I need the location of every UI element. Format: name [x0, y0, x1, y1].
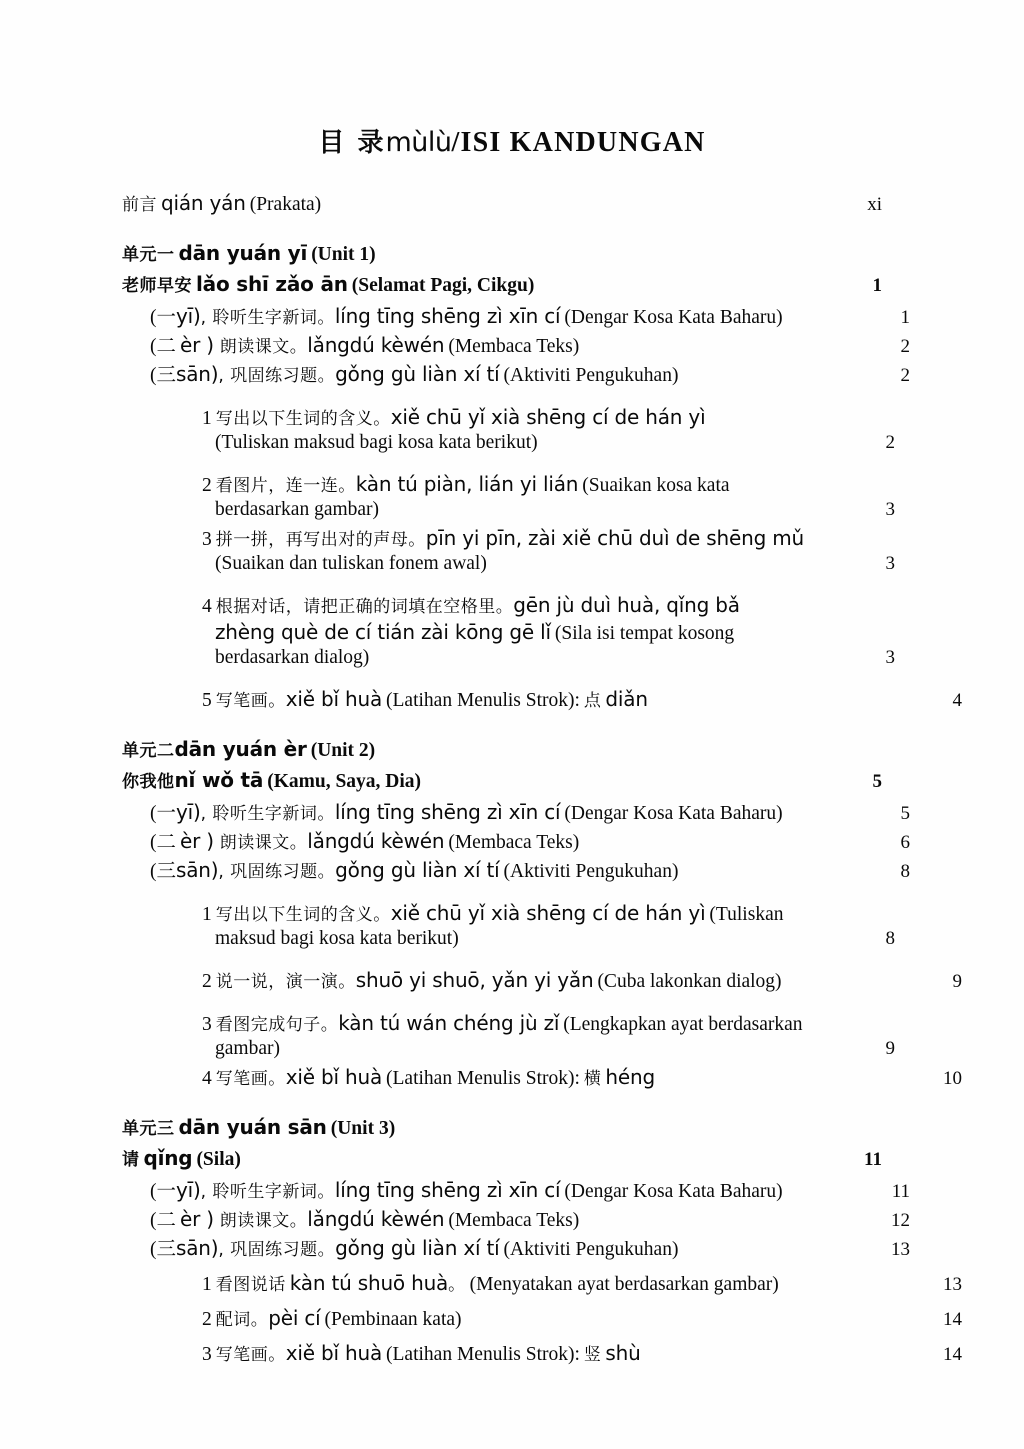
toc-subentry[interactable]: [122, 301, 910, 329]
roman-marker-open: (一: [150, 307, 176, 328]
stroke-pinyin: diǎn: [605, 687, 648, 711]
toc-activity-item[interactable]: [122, 1010, 895, 1060]
unit-heading-text: [122, 240, 832, 266]
item-pinyin: shuō yi shuō, yǎn yi yǎn: [355, 968, 594, 992]
item-hanzi: 写出以下生词的含义。: [215, 905, 391, 925]
page-number: 6: [900, 832, 910, 853]
activity-text-cont: [215, 620, 845, 645]
page-number: 2: [885, 432, 895, 453]
unit-label: (Unit 1): [311, 244, 376, 265]
toc-subentry-text: [150, 1175, 860, 1203]
entry-translation: (Prakata): [249, 194, 322, 215]
entry-hanzi: 前言: [122, 195, 157, 215]
page-number: 1: [872, 275, 882, 296]
roman-marker-pinyin: yī): [176, 800, 201, 824]
subentry-translation: (Aktiviti Pengukuhan): [503, 365, 679, 386]
activity-line-cont: [202, 647, 895, 669]
toc-subentry-text: [150, 797, 860, 825]
lesson-heading-2[interactable]: [122, 767, 882, 793]
item-pinyin: pèi cí: [268, 1306, 321, 1330]
toc-subentry-text: [150, 330, 860, 358]
entry-pinyin: qián yán: [161, 191, 246, 215]
toc-activity-item[interactable]: [122, 967, 962, 993]
item-number: 4: [202, 1068, 212, 1089]
subentry-pinyin: lǎngdú kèwén: [307, 333, 445, 357]
item-hanzi: 看图说话: [215, 1275, 286, 1295]
title-pinyin: mùlù: [385, 127, 452, 158]
item-number: 3: [202, 1014, 212, 1035]
subentry-pinyin: líng tīng shēng zì xīn cí: [334, 1178, 561, 1202]
item-translation: (Pembinaan kata): [324, 1309, 462, 1330]
toc-subentry-text: [150, 301, 860, 329]
item-translation: (Latihan Menulis Strok):: [386, 1344, 580, 1365]
subentry-hanzi: , 巩固练习题。: [218, 862, 336, 882]
page-number: 5: [900, 803, 910, 824]
item-number: 1: [202, 408, 212, 429]
item-number: 4: [202, 596, 212, 617]
page-number: xi: [867, 194, 882, 215]
subentry-hanzi: 朗读课文。: [213, 337, 308, 357]
page-number: 14: [943, 1309, 962, 1330]
roman-marker-pinyin: sān): [176, 1236, 219, 1260]
subentry-hanzi: 朗读课文。: [213, 1211, 308, 1231]
item-number: 3: [202, 529, 212, 550]
item-number: 2: [202, 475, 212, 496]
activity-line: [202, 592, 882, 618]
item-pinyin: xiě chū yǐ xià shēng cí de hán yì: [390, 901, 706, 925]
activity-text: [202, 592, 832, 618]
toc-subentry[interactable]: [122, 1204, 910, 1232]
unit-hanzi: 单元二: [122, 741, 175, 761]
toc-subentry[interactable]: [122, 1175, 910, 1203]
item-hanzi: 看图完成句子。: [215, 1015, 339, 1035]
subentry-pinyin: líng tīng shēng zì xīn cí: [334, 800, 561, 824]
item-translation: (Latihan Menulis Strok):: [386, 1068, 580, 1089]
lesson-hanzi: 你我他: [122, 772, 175, 792]
subentry-translation: (Membaca Teks): [448, 336, 580, 357]
toc-subentry-text: [150, 1233, 860, 1261]
toc-activity-item[interactable]: [122, 1340, 962, 1366]
item-hanzi: 写笔画。: [215, 1069, 286, 1089]
item-hanzi: 根据对话，请把正确的词填在空格里。: [215, 597, 514, 617]
toc-subentry[interactable]: [122, 359, 910, 387]
unit-heading-text: [122, 1114, 832, 1140]
page-number: 11: [891, 1181, 910, 1202]
unit-pinyin: dān yuán sān: [178, 1115, 327, 1139]
subentry-hanzi: 朗读课文。: [213, 833, 308, 853]
activity-translation: (Suaikan dan tuliskan fonem awal): [215, 553, 487, 574]
toc-activity-item[interactable]: [122, 1270, 962, 1296]
item-number: 3: [202, 1344, 212, 1365]
toc-subentry-text: [150, 855, 860, 883]
toc-entry-prakata[interactable]: [122, 190, 882, 216]
roman-marker-open: (三: [150, 1239, 176, 1260]
lesson-hanzi: 老师早安: [122, 276, 192, 296]
unit-label: (Unit 2): [310, 740, 376, 761]
page-number: 13: [943, 1274, 962, 1295]
subentry-pinyin: gǒng gù liàn xí tí: [335, 858, 500, 882]
page-number: 8: [900, 861, 910, 882]
page-number: 10: [943, 1068, 962, 1089]
subentry-pinyin: lǎngdú kèwén: [307, 829, 445, 853]
roman-marker-pinyin: sān): [176, 362, 219, 386]
page-number: 3: [885, 499, 895, 520]
toc-subentry[interactable]: [122, 1233, 910, 1261]
toc-activity-item[interactable]: [122, 471, 895, 521]
page-number: 11: [864, 1149, 882, 1170]
toc-subentry[interactable]: [122, 330, 910, 358]
subentry-pinyin: gǒng gù liàn xí tí: [335, 1236, 500, 1260]
title-roman: ISI KANDUNGAN: [460, 127, 706, 158]
roman-marker-pinyin: yī): [176, 304, 201, 328]
lesson-translation: (Sila): [196, 1149, 241, 1170]
unit-hanzi: 单元三: [122, 1119, 175, 1139]
item-pinyin: kàn tú wán chéng jù zǐ: [338, 1011, 560, 1035]
activity-text: [202, 1010, 832, 1036]
page-number: 2: [900, 336, 910, 357]
unit-heading-text: [122, 736, 832, 762]
item-hanzi: 写笔画。: [215, 691, 286, 711]
page-number: 3: [885, 553, 895, 574]
roman-marker-open: (一: [150, 1181, 176, 1202]
subentry-translation: (Aktiviti Pengukuhan): [503, 1239, 679, 1260]
subentry-pinyin: gǒng gù liàn xí tí: [335, 362, 500, 386]
roman-marker-pinyin: èr ): [180, 829, 214, 853]
activity-translation: berdasarkan dialog): [215, 647, 370, 668]
page-number: 2: [900, 365, 910, 386]
page-number: 12: [891, 1210, 910, 1231]
roman-marker-open: (一: [150, 803, 176, 824]
activity-translation: berdasarkan gambar): [215, 499, 380, 520]
activity-text: [202, 404, 832, 430]
page-number: 4: [952, 690, 962, 711]
page-number: 13: [891, 1239, 910, 1260]
roman-marker-open: (二: [150, 1210, 176, 1231]
activity-text: [202, 1064, 912, 1090]
unit-heading-2[interactable]: [122, 736, 882, 762]
subentry-translation: (Aktiviti Pengukuhan): [503, 861, 679, 882]
toc-activity-item[interactable]: [122, 686, 962, 712]
item-number: 1: [202, 1274, 212, 1295]
lesson-heading-3[interactable]: [122, 1145, 882, 1171]
lesson-heading-text: [122, 271, 832, 297]
lesson-heading-text: [122, 767, 832, 793]
toc-subentry[interactable]: [122, 797, 910, 825]
item-hanzi: 说一说，演一演。: [215, 972, 356, 992]
activity-translation: gambar): [215, 1038, 280, 1059]
unit-label: (Unit 3): [330, 1118, 396, 1139]
page-number: 1: [900, 307, 910, 328]
page-number: 9: [885, 1038, 895, 1059]
stroke-hanzi: 点: [583, 691, 602, 711]
activity-line-cont: [202, 1038, 895, 1060]
activity-text: [202, 900, 832, 926]
item-hanzi: 拼一拼，再写出对的声母。: [215, 530, 426, 550]
unit-heading-3[interactable]: [122, 1114, 882, 1140]
lesson-translation: (Kamu, Saya, Dia): [267, 771, 422, 792]
item-translation: (Tuliskan: [709, 904, 784, 925]
item-pinyin-cont: zhèng què de cí tián zài kōng gē lǐ: [215, 620, 551, 644]
page-number: 14: [943, 1344, 962, 1365]
toc-activity-item[interactable]: [122, 900, 895, 950]
item-number: 1: [202, 904, 212, 925]
toc-subentry-text: [150, 1204, 860, 1232]
roman-marker-pinyin: èr ): [180, 333, 214, 357]
item-pinyin: pīn yi pīn, zài xiě chū duì de shēng mǔ: [425, 526, 804, 550]
toc-subentry[interactable]: [122, 855, 910, 883]
activity-line-cont2: [202, 620, 895, 645]
activity-text: [202, 686, 912, 712]
lesson-pinyin: qǐng: [143, 1146, 193, 1170]
title-hanzi: 目 录: [318, 128, 386, 158]
toc-activity-item[interactable]: [122, 592, 895, 669]
item-hanzi: 写出以下生词的含义。: [215, 409, 391, 429]
roman-marker-pinyin: yī): [176, 1178, 201, 1202]
unit-hanzi: 单元一: [122, 245, 175, 265]
item-number: 2: [202, 1309, 212, 1330]
unit-heading-1[interactable]: [122, 240, 882, 266]
activity-translation: (Tuliskan maksud bagi kosa kata berikut): [215, 432, 538, 453]
activity-text: [202, 471, 832, 497]
lesson-hanzi: 请: [122, 1150, 140, 1170]
lesson-translation: (Selamat Pagi, Cikgu): [351, 275, 535, 296]
roman-marker-open: (三: [150, 365, 176, 386]
unit-pinyin: dān yuán èr: [174, 737, 307, 761]
toc-activity-item[interactable]: [122, 1305, 962, 1331]
subentry-pinyin: líng tīng shēng zì xīn cí: [334, 304, 561, 328]
item-translation: (Lengkapkan ayat berdasarkan: [563, 1014, 803, 1035]
stroke-pinyin: shù: [605, 1341, 641, 1365]
item-pinyin: xiě bǐ huà: [285, 1065, 383, 1089]
activity-text: [202, 1340, 912, 1366]
subentry-hanzi: , 聆听生字新词。: [200, 804, 335, 824]
item-pinyin: xiě bǐ huà: [285, 687, 383, 711]
title-separator: /: [451, 127, 461, 158]
subentry-pinyin: lǎngdú kèwén: [307, 1207, 445, 1231]
subentry-translation: (Membaca Teks): [448, 832, 580, 853]
activity-line-cont: [202, 499, 895, 521]
table-of-contents: [122, 190, 962, 1366]
lesson-heading-text: [122, 1145, 832, 1171]
toc-activity-item[interactable]: [122, 1064, 962, 1090]
toc-subentry[interactable]: [122, 826, 910, 854]
lesson-pinyin: nǐ wǒ tā: [174, 768, 264, 792]
subentry-translation: (Membaca Teks): [448, 1210, 580, 1231]
stroke-pinyin: héng: [605, 1065, 655, 1089]
lesson-pinyin: lǎo shī zǎo ān: [196, 272, 348, 296]
stroke-hanzi: 竖: [583, 1345, 602, 1365]
activity-text: [202, 525, 832, 551]
activity-translation: maksud bagi kosa kata berikut): [215, 928, 459, 949]
activity-line: [202, 900, 882, 926]
subentry-translation: (Dengar Kosa Kata Baharu): [564, 307, 783, 328]
item-translation: (Sila isi tempat kosong: [554, 623, 735, 644]
roman-marker-pinyin: èr ): [180, 1207, 214, 1231]
item-hanzi: 写笔画。: [215, 1345, 286, 1365]
page-number: 3: [885, 647, 895, 668]
activity-text: [202, 1305, 912, 1331]
activity-line-cont: [202, 553, 895, 575]
item-hanzi: 配词。: [215, 1310, 269, 1330]
activity-text: [202, 967, 912, 993]
page-number: 9: [952, 971, 962, 992]
item-translation: (Cuba lakonkan dialog): [597, 971, 782, 992]
item-pinyin: gēn jù duì huà, qǐng bǎ: [513, 593, 740, 617]
page-number: 8: [885, 928, 895, 949]
activity-text: [202, 1270, 912, 1296]
item-translation: (Suaikan kosa kata: [582, 475, 730, 496]
roman-marker-pinyin: sān): [176, 858, 219, 882]
toc-subentry-text: [150, 359, 860, 387]
activity-line: [202, 471, 882, 497]
item-translation: (Menyatakan ayat berdasarkan gambar): [469, 1274, 779, 1295]
toc-entry-text: [122, 190, 832, 216]
subentry-hanzi: , 聆听生字新词。: [200, 308, 335, 328]
lesson-heading-1[interactable]: [122, 271, 882, 297]
toc-subentry-text: [150, 826, 860, 854]
roman-marker-open: (二: [150, 832, 176, 853]
subentry-hanzi: , 巩固练习题。: [218, 1240, 336, 1260]
toc-activity-item[interactable]: [122, 525, 895, 575]
subentry-translation: (Dengar Kosa Kata Baharu): [564, 803, 783, 824]
item-pinyin: kàn tú shuō huà: [289, 1271, 449, 1295]
roman-marker-open: (二: [150, 336, 176, 357]
item-number: 2: [202, 971, 212, 992]
item-pinyin: xiě chū yǐ xià shēng cí de hán yì: [390, 405, 706, 429]
subentry-hanzi: , 巩固练习题。: [218, 366, 336, 386]
activity-line-cont: [202, 432, 895, 454]
item-pinyin: xiě bǐ huà: [285, 1341, 383, 1365]
activity-line: [202, 525, 882, 551]
page-title: [0, 122, 1024, 159]
item-number: 5: [202, 690, 212, 711]
roman-marker-open: (三: [150, 861, 176, 882]
unit-pinyin: dān yuán yī: [178, 241, 308, 265]
stroke-hanzi: 横: [583, 1069, 602, 1089]
item-hanzi: 看图片，连一连。: [215, 476, 356, 496]
page-number: 5: [872, 771, 882, 792]
activity-line: [202, 404, 882, 430]
item-pinyin: kàn tú piàn, lián yi lián: [355, 472, 579, 496]
activity-line: [202, 1010, 882, 1036]
subentry-translation: (Dengar Kosa Kata Baharu): [564, 1181, 783, 1202]
subentry-hanzi: , 聆听生字新词。: [200, 1182, 335, 1202]
item-hanzi-tail: 。: [448, 1275, 466, 1295]
item-translation: (Latihan Menulis Strok):: [386, 690, 580, 711]
activity-line-cont: [202, 928, 895, 950]
toc-activity-item[interactable]: [122, 404, 895, 454]
